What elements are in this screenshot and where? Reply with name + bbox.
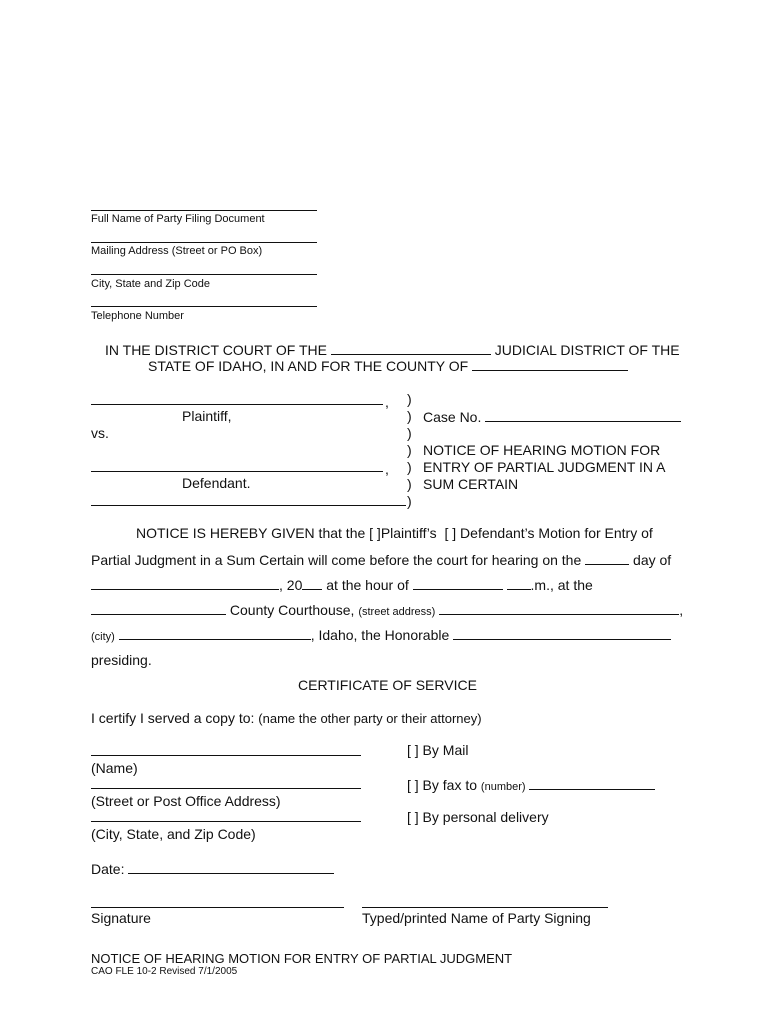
certify-text: I certify I served a copy to: (91, 710, 255, 726)
courthouse-city-blank[interactable] (119, 626, 311, 640)
street-address-blank[interactable] (439, 601, 679, 615)
defendant-name-line[interactable] (91, 471, 383, 472)
vs-label: vs. (91, 425, 109, 441)
judge-name-blank[interactable] (453, 626, 671, 640)
hour-label: at the hour of (326, 577, 409, 593)
fax-number-blank[interactable] (529, 776, 655, 790)
date-field (91, 860, 334, 877)
defendant-checkbox[interactable]: [ ] Defendant’s (444, 525, 535, 541)
caption-paren: ) (407, 425, 412, 441)
signature-line[interactable] (91, 907, 344, 908)
by-mail-option[interactable]: [ ] By Mail (407, 742, 469, 758)
certify-note: (name the other party or their attorney) (258, 711, 482, 726)
certificate-heading: CERTIFICATE OF SERVICE (298, 677, 477, 693)
caption-paren: ) (407, 459, 412, 475)
presiding-text: presiding. (91, 652, 152, 668)
phone-line[interactable] (91, 306, 317, 307)
caption-paren: ) (407, 442, 412, 458)
recipient-street-label: (Street or Post Office Address) (91, 793, 281, 809)
court-line-1-prefix: IN THE DISTRICT COURT OF THE (105, 342, 327, 358)
case-number-blank[interactable] (485, 408, 681, 422)
county-courthouse-label: County Courthouse, (229, 602, 355, 618)
by-fax-option[interactable]: [ ] By fax to (407, 777, 478, 793)
street-comma: , (679, 602, 684, 618)
hearing-day-blank[interactable] (585, 551, 629, 565)
recipient-name-line[interactable] (91, 755, 361, 756)
caption-paren: ) (407, 408, 412, 424)
year-prefix: , 20 (279, 577, 303, 593)
telephone-label: Telephone Number (91, 310, 184, 322)
by-personal-delivery-option[interactable]: [ ] By personal delivery (407, 809, 549, 825)
recipient-street-line[interactable] (91, 788, 361, 789)
street-address-note: (street address) (358, 606, 436, 618)
city-line[interactable] (91, 274, 317, 275)
address-line[interactable] (91, 242, 317, 243)
idaho-honorable-text: , Idaho, the Honorable (310, 627, 450, 643)
county-blank[interactable] (472, 357, 628, 371)
caption-title-line-2: ENTRY OF PARTIAL JUDGMENT IN A (423, 459, 666, 475)
fax-number-note: (number) (480, 781, 526, 793)
plaintiff-name-line[interactable] (91, 404, 383, 405)
caption-paren: ) (407, 493, 412, 509)
caption-title-line-1: NOTICE OF HEARING MOTION FOR (423, 442, 661, 458)
notice-hearing-text: Partial Judgment in a Sum Certain will come before the court for hearing on the (91, 552, 582, 568)
plaintiff-checkbox[interactable]: [ ]Plaintiff’s (369, 525, 437, 541)
hearing-month-blank[interactable] (91, 576, 279, 590)
hearing-year-blank[interactable] (302, 576, 322, 590)
defendant-comma: , (385, 461, 389, 477)
full-name-label: Full Name of Party Filing Document (91, 213, 265, 225)
hearing-hour-blank[interactable] (413, 576, 503, 590)
certify-line (91, 710, 482, 726)
court-line-2-prefix: STATE OF IDAHO, IN AND FOR THE COUNTY OF (148, 358, 469, 374)
plaintiff-comma: , (385, 394, 389, 410)
mailing-address-label: Mailing Address (Street or PO Box) (91, 245, 263, 257)
court-line-1 (105, 341, 680, 358)
recipient-city-label: (City, State, and Zip Code) (91, 826, 256, 842)
city-state-zip-label: City, State and Zip Code (91, 278, 211, 290)
court-line-1-suffix: JUDICIAL DISTRICT OF THE (494, 342, 680, 358)
notice-line-1 (136, 525, 653, 541)
city-note: (city) (91, 631, 115, 643)
am-pm-blank[interactable] (507, 576, 531, 590)
typed-name-line[interactable] (362, 907, 608, 908)
notice-line-4 (91, 601, 683, 618)
notice-motion-text: Motion for Entry of (538, 525, 653, 541)
courthouse-county-blank[interactable] (91, 601, 226, 615)
plaintiff-label: Plaintiff, (182, 408, 232, 424)
case-number-field (423, 408, 681, 425)
defendant-label: Defendant. (182, 475, 251, 491)
footer-form-code: CAO FLE 10-2 Revised 7/1/2005 (91, 966, 238, 977)
recipient-name-label: (Name) (91, 760, 138, 776)
judicial-district-blank[interactable] (331, 341, 491, 355)
notice-line-5 (91, 626, 671, 643)
court-line-2 (148, 357, 628, 374)
recipient-city-line[interactable] (91, 821, 361, 822)
caption-bottom-line (91, 505, 406, 506)
case-number-label: Case No. (423, 409, 482, 425)
signature-label: Signature (91, 910, 151, 926)
typed-name-label: Typed/printed Name of Party Signing (362, 910, 591, 926)
date-label: Date: (91, 861, 125, 877)
caption-paren: ) (407, 476, 412, 492)
notice-intro: NOTICE IS HEREBY GIVEN that the (136, 525, 366, 541)
caption-title-line-3: SUM CERTAIN (423, 476, 519, 492)
name-line[interactable] (91, 210, 317, 211)
footer-title: NOTICE OF HEARING MOTION FOR ENTRY OF PARTIAL JUDGMENT (91, 951, 513, 966)
notice-line-2 (91, 551, 671, 568)
day-of-text: day of (633, 552, 672, 568)
by-fax-row (407, 776, 655, 793)
date-blank[interactable] (128, 860, 334, 874)
notice-line-3 (91, 576, 593, 593)
caption-paren: ) (407, 391, 412, 407)
meridiem-text: .m., at the (530, 577, 593, 593)
